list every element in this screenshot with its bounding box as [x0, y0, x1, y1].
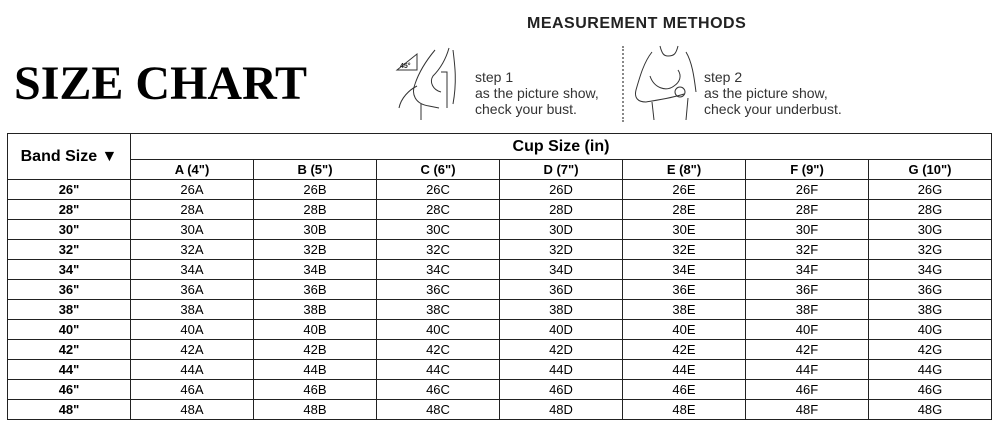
size-cell: 42A — [131, 340, 254, 360]
size-cell: 46E — [623, 380, 746, 400]
bust-measure-illustration-icon — [395, 42, 473, 122]
column-header: G (10") — [869, 160, 992, 180]
size-cell: 48F — [746, 400, 869, 420]
step-2-line2: check your underbust. — [704, 101, 842, 117]
size-cell: 34D — [500, 260, 623, 280]
size-cell: 28G — [869, 200, 992, 220]
size-cell: 26A — [131, 180, 254, 200]
size-cell: 34A — [131, 260, 254, 280]
band-size-cell: 46" — [8, 380, 131, 400]
size-cell: 40A — [131, 320, 254, 340]
table-row — [8, 200, 992, 220]
size-cell: 32A — [131, 240, 254, 260]
column-header: B (5") — [254, 160, 377, 180]
step-2-text — [704, 69, 842, 117]
size-cell: 30E — [623, 220, 746, 240]
size-cell: 42D — [500, 340, 623, 360]
size-cell: 44G — [869, 360, 992, 380]
cup-columns-row — [8, 160, 992, 180]
size-cell: 40E — [623, 320, 746, 340]
size-cell: 32B — [254, 240, 377, 260]
column-header: C (6") — [377, 160, 500, 180]
size-cell: 48B — [254, 400, 377, 420]
size-cell: 26C — [377, 180, 500, 200]
steps-divider — [622, 46, 624, 122]
size-cell: 38B — [254, 300, 377, 320]
step-1-label: step 1 — [475, 69, 514, 85]
step-1-line1: as the picture show, — [475, 85, 599, 101]
size-cell: 30D — [500, 220, 623, 240]
size-cell: 48C — [377, 400, 500, 420]
step-2-label: step 2 — [704, 69, 743, 85]
page-title: SIZE CHART — [14, 57, 308, 110]
measurement-step-1 — [395, 42, 620, 122]
size-cell: 30F — [746, 220, 869, 240]
table-row — [8, 340, 992, 360]
size-cell: 44E — [623, 360, 746, 380]
size-cell: 34B — [254, 260, 377, 280]
band-size-cell: 28" — [8, 200, 131, 220]
size-cell: 28B — [254, 200, 377, 220]
size-cell: 40F — [746, 320, 869, 340]
size-cell: 36B — [254, 280, 377, 300]
size-cell: 48A — [131, 400, 254, 420]
table-row — [8, 240, 992, 260]
size-cell: 42E — [623, 340, 746, 360]
size-cell: 26G — [869, 180, 992, 200]
band-size-cell: 26" — [8, 180, 131, 200]
size-cell: 40C — [377, 320, 500, 340]
band-size-cell: 36" — [8, 280, 131, 300]
column-header: D (7") — [500, 160, 623, 180]
size-cell: 36E — [623, 280, 746, 300]
size-cell: 38F — [746, 300, 869, 320]
size-cell: 28E — [623, 200, 746, 220]
size-cell: 34E — [623, 260, 746, 280]
size-cell: 28F — [746, 200, 869, 220]
size-cell: 36G — [869, 280, 992, 300]
size-cell: 36C — [377, 280, 500, 300]
size-cell: 30A — [131, 220, 254, 240]
table-row — [8, 380, 992, 400]
measurement-step-2 — [632, 42, 862, 122]
size-cell: 34F — [746, 260, 869, 280]
size-cell: 32G — [869, 240, 992, 260]
size-cell: 28D — [500, 200, 623, 220]
size-cell: 32C — [377, 240, 500, 260]
size-cell: 34G — [869, 260, 992, 280]
size-cell: 48E — [623, 400, 746, 420]
band-size-cell: 48" — [8, 400, 131, 420]
band-size-cell: 42" — [8, 340, 131, 360]
size-cell: 40G — [869, 320, 992, 340]
size-cell: 30B — [254, 220, 377, 240]
size-cell: 26D — [500, 180, 623, 200]
band-size-cell: 44" — [8, 360, 131, 380]
size-cell: 34C — [377, 260, 500, 280]
cup-size-header: Cup Size (in) — [131, 134, 992, 160]
underbust-measure-illustration-icon — [632, 42, 702, 122]
size-cell: 30G — [869, 220, 992, 240]
size-cell: 46F — [746, 380, 869, 400]
band-size-header: Band Size ▼ — [8, 134, 131, 180]
table-row — [8, 280, 992, 300]
size-cell: 44D — [500, 360, 623, 380]
size-table-body — [8, 180, 992, 420]
size-cell: 36D — [500, 280, 623, 300]
size-cell: 30C — [377, 220, 500, 240]
size-cell: 28A — [131, 200, 254, 220]
size-cell: 42C — [377, 340, 500, 360]
size-cell: 40B — [254, 320, 377, 340]
size-cell: 42B — [254, 340, 377, 360]
size-cell: 48G — [869, 400, 992, 420]
column-header: A (4") — [131, 160, 254, 180]
table-row — [8, 300, 992, 320]
measurement-methods-heading: MEASUREMENT METHODS — [527, 15, 747, 32]
band-size-cell: 30" — [8, 220, 131, 240]
band-size-cell: 40" — [8, 320, 131, 340]
size-cell: 42G — [869, 340, 992, 360]
column-header: F (9") — [746, 160, 869, 180]
size-cell: 32D — [500, 240, 623, 260]
size-chart-table — [7, 133, 992, 420]
size-cell: 46B — [254, 380, 377, 400]
size-cell: 28C — [377, 200, 500, 220]
table-row — [8, 320, 992, 340]
size-cell: 26B — [254, 180, 377, 200]
size-cell: 38D — [500, 300, 623, 320]
column-header: E (8") — [623, 160, 746, 180]
size-cell: 46A — [131, 380, 254, 400]
size-cell: 46G — [869, 380, 992, 400]
size-cell: 26E — [623, 180, 746, 200]
size-cell: 32F — [746, 240, 869, 260]
size-cell: 48D — [500, 400, 623, 420]
band-size-cell: 34" — [8, 260, 131, 280]
table-row — [8, 400, 992, 420]
step-2-line1: as the picture show, — [704, 85, 828, 101]
table-row — [8, 260, 992, 280]
size-cell: 36A — [131, 280, 254, 300]
size-cell: 44C — [377, 360, 500, 380]
step-1-text — [475, 69, 599, 117]
band-size-cell: 32" — [8, 240, 131, 260]
size-cell: 44B — [254, 360, 377, 380]
angle-label: 45° — [400, 63, 411, 70]
size-cell: 36F — [746, 280, 869, 300]
size-cell: 38G — [869, 300, 992, 320]
table-row — [8, 220, 992, 240]
size-cell: 42F — [746, 340, 869, 360]
table-row — [8, 180, 992, 200]
size-cell: 38E — [623, 300, 746, 320]
size-cell: 38A — [131, 300, 254, 320]
table-row — [8, 360, 992, 380]
step-1-line2: check your bust. — [475, 101, 577, 117]
size-cell: 46D — [500, 380, 623, 400]
size-cell: 46C — [377, 380, 500, 400]
size-cell: 40D — [500, 320, 623, 340]
size-cell: 44A — [131, 360, 254, 380]
size-cell: 38C — [377, 300, 500, 320]
size-cell: 32E — [623, 240, 746, 260]
band-size-cell: 38" — [8, 300, 131, 320]
size-cell: 44F — [746, 360, 869, 380]
size-cell: 26F — [746, 180, 869, 200]
